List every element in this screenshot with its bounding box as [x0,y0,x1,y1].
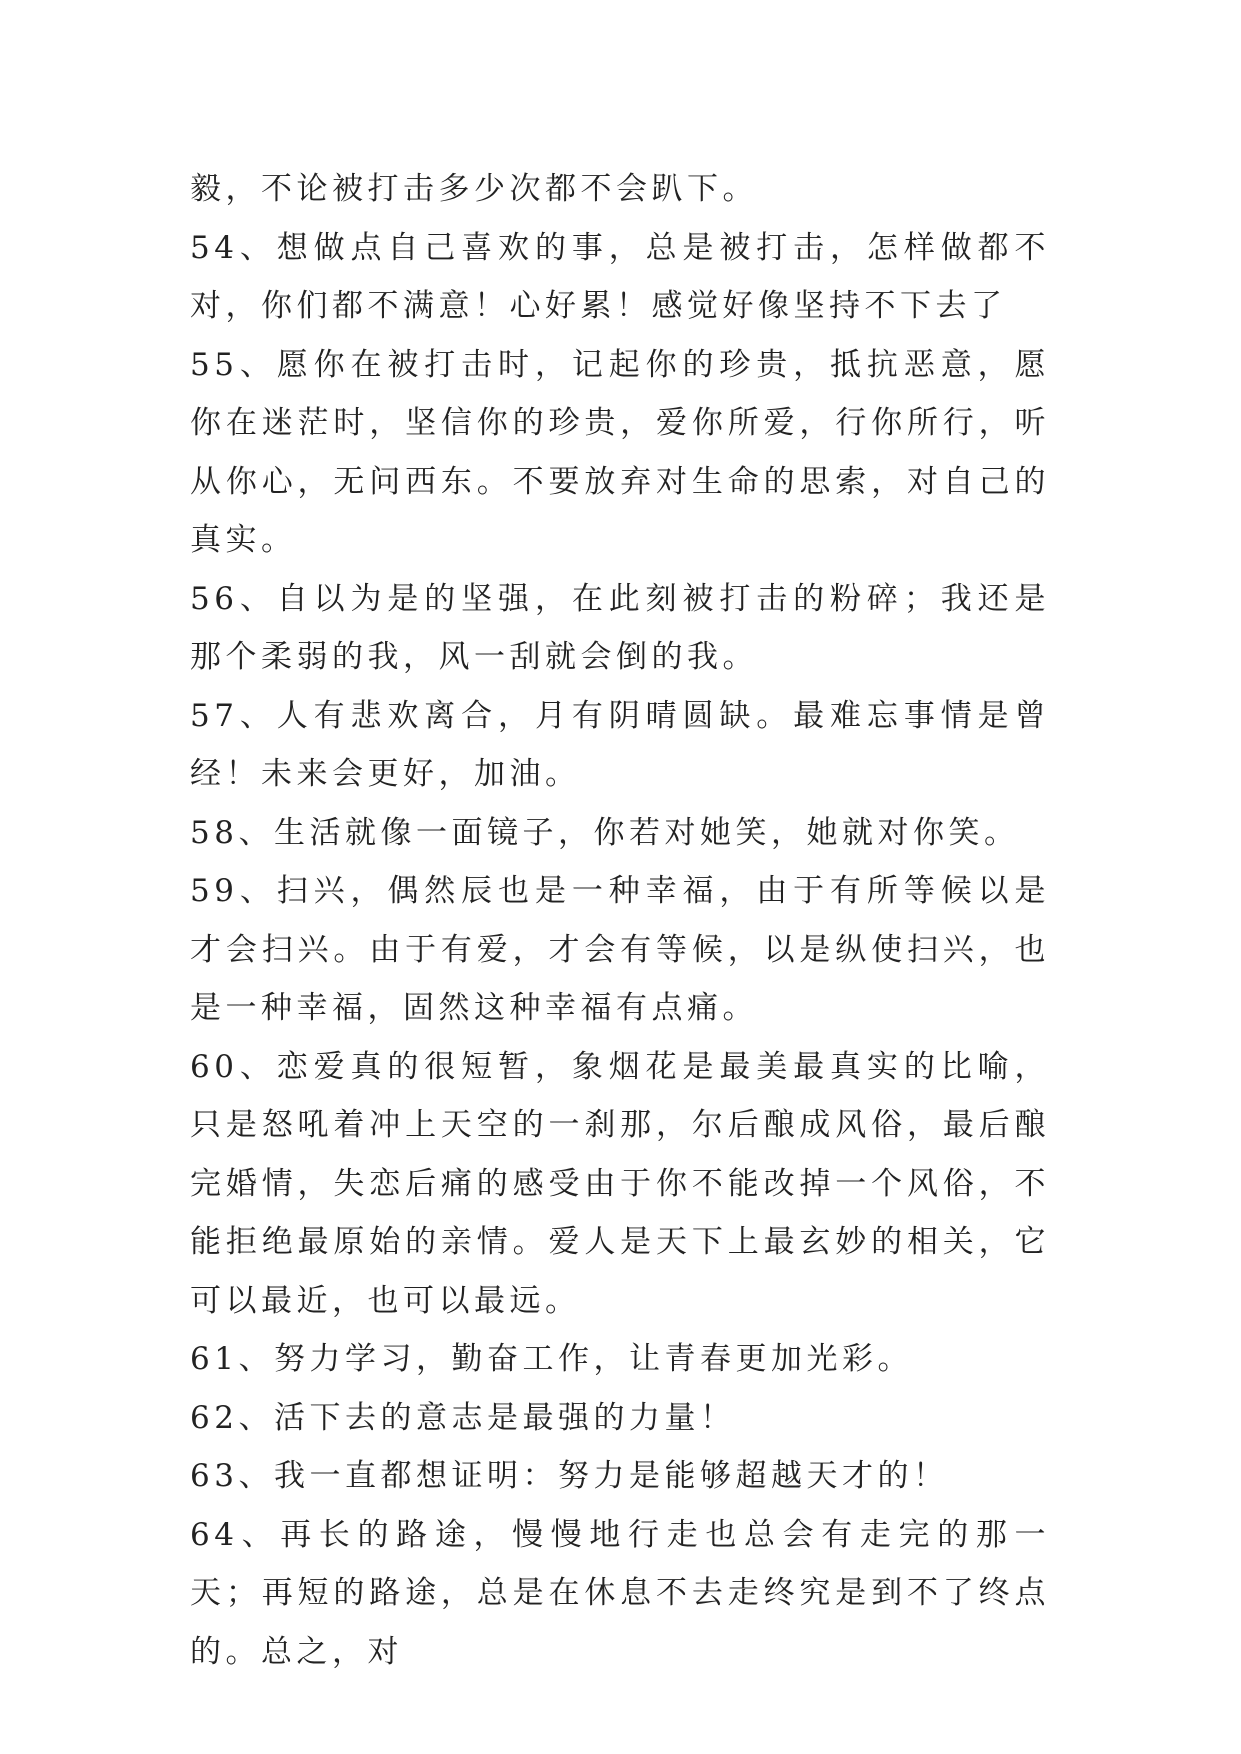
paragraph-60: 60、恋爱真的很短暂，象烟花是最美最真实的比喻，只是怒吼着冲上天空的一刹那，尔后酿成风俗，最后酿完婚情，失恋后痛的感受由于你不能改掉一个风俗，不能拒绝最原始的亲情。爱人是天下上最玄妙的相关，它可以最近，也可以最远。 [190,1048,1050,1319]
paragraph-59: 59、扫兴，偶然辰也是一种幸福，由于有所等候以是才会扫兴。由于有爱，才会有等候，以是纵使扫兴，也是一种幸福，固然这种幸福有点痛。 [190,873,1050,1026]
paragraph-continuation: 毅，不论被打击多少次都不会趴下。 [190,171,758,207]
paragraph-54: 54、想做点自己喜欢的事，总是被打击，怎样做都不对，你们都不满意！心好累！感觉好像坚持不下去了 [190,229,1050,324]
document-body [190,160,1050,1681]
paragraph-64: 64、再长的路途，慢慢地行走也总会有走完的那一天；再短的路途，总是在休息不去走终究是到不了终点的。总之，对 [190,1516,1050,1670]
paragraph-55: 55、愿你在被打击时，记起你的珍贵，抵抗恶意，愿你在迷茫时，坚信你的珍贵，爱你所爱，行你所行，听从你心，无问西东。不要放弃对生命的思索，对自己的真实。 [190,346,1050,558]
paragraph-56: 56、自以为是的坚强，在此刻被打击的粉碎；我还是那个柔弱的我，风一刮就会倒的我。 [190,580,1050,675]
paragraph-57: 57、人有悲欢离合，月有阴晴圆缺。最难忘事情是曾经！未来会更好，加油。 [190,697,1050,792]
paragraph-61: 61、努力学习，勤奋工作，让青春更加光彩。 [190,1341,913,1377]
paragraph-58: 58、生活就像一面镜子，你若对她笑，她就对你笑。 [190,814,1020,851]
paragraph-62: 62、活下去的意志是最强的力量！ [190,1399,736,1436]
paragraph-63: 63、我一直都想证明：努力是能够超越天才的！ [190,1458,949,1494]
